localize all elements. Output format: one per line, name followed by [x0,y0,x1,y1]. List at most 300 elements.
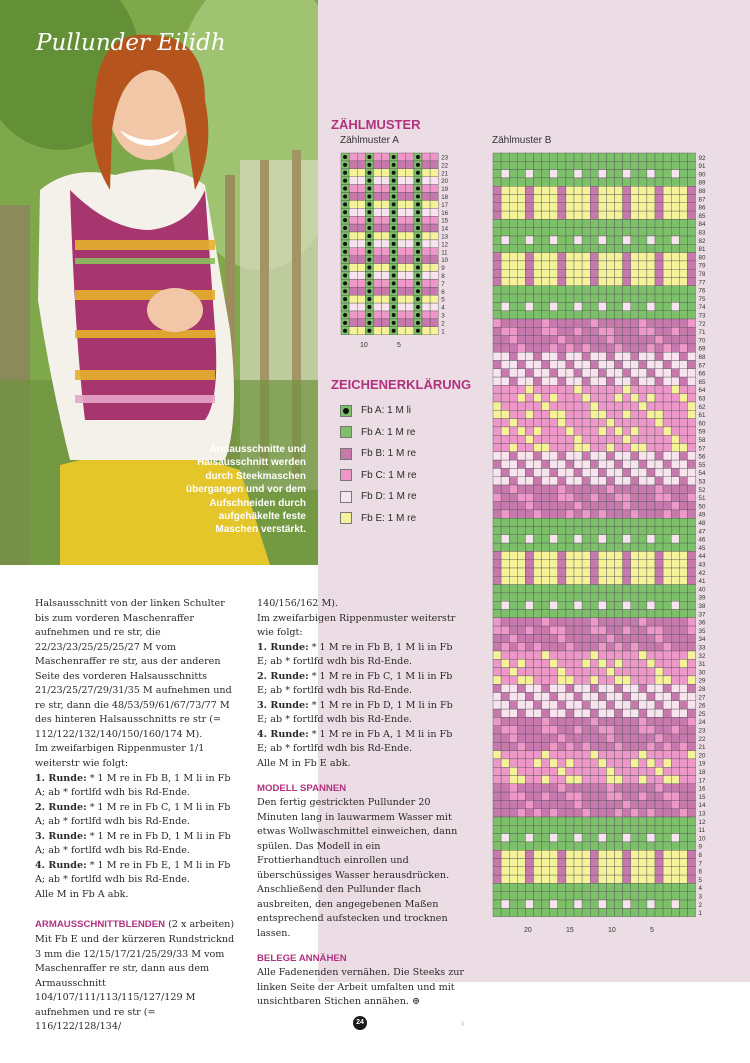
knit-cell [398,240,406,248]
stitch-cell [615,618,623,626]
stitch-cell [493,776,501,784]
stitch-cell [534,195,542,203]
stitch-cell [671,402,679,410]
stitch-cell [679,244,687,252]
stitch-cell [598,709,606,717]
stitch-cell [525,809,533,817]
stitch-cell [542,900,550,908]
stitch-cell [574,502,582,510]
stitch-cell [509,435,517,443]
stitch-cell [509,676,517,684]
stitch-cell [647,344,655,352]
stitch-cell [517,800,525,808]
stitch-cell [623,850,631,858]
knit-cell [406,200,414,208]
stitch-cell [615,693,623,701]
stitch-cell [517,693,525,701]
stitch-cell [493,161,501,169]
purl-dot [367,226,371,230]
stitch-cell [663,493,671,501]
stitch-cell [501,560,509,568]
stitch-cell [639,585,647,593]
stitch-cell [671,734,679,742]
stitch-cell [493,336,501,344]
purl-dot [367,281,371,285]
stitch-cell [493,410,501,418]
stitch-cell [671,352,679,360]
stitch-cell [639,319,647,327]
stitch-cell [574,883,582,891]
row-number: 73 [698,312,706,320]
knit-cell [373,161,381,169]
knit-cell [373,264,381,272]
stitch-cell [534,634,542,642]
stitch-cell [534,709,542,717]
stitch-cell [631,784,639,792]
stitch-cell [639,294,647,302]
stitch-cell [590,659,598,667]
stitch-cell [542,269,550,277]
stitch-cell [655,327,663,335]
row-number: 60 [698,420,706,428]
stitch-cell [542,502,550,510]
stitch-cell [679,460,687,468]
stitch-cell [574,643,582,651]
stitch-cell [534,327,542,335]
stitch-cell [493,784,501,792]
stitch-cell [501,394,509,402]
stitch-cell [566,560,574,568]
stitch-cell [639,278,647,286]
stitch-cell [606,825,614,833]
knit-cell [382,295,390,303]
stitch-cell [525,693,533,701]
stitch-cell [671,460,679,468]
stitch-cell [639,684,647,692]
stitch-cell [525,302,533,310]
stitch-cell [679,394,687,402]
stitch-cell [542,535,550,543]
stitch-cell [687,676,695,684]
stitch-cell [501,568,509,576]
legend-swatch [340,512,352,524]
stitch-cell [623,286,631,294]
stitch-cell [655,493,663,501]
stitch-cell [534,410,542,418]
stitch-cell [509,311,517,319]
stitch-cell [663,900,671,908]
stitch-cell [647,593,655,601]
page-title: Pullunder Eilidh [36,30,226,56]
stitch-cell [639,767,647,775]
stitch-cell [639,776,647,784]
stitch-cell [623,709,631,717]
stitch-cell [687,319,695,327]
row-number: 85 [698,212,706,220]
stitch-cell [517,842,525,850]
stitch-cell [509,170,517,178]
stitch-cell [598,560,606,568]
stitch-cell [655,701,663,709]
stitch-cell [566,859,574,867]
stitch-cell [639,701,647,709]
stitch-cell [550,319,558,327]
stitch-cell [525,253,533,261]
stitch-cell [615,825,623,833]
stitch-cell [647,369,655,377]
stitch-cell [509,153,517,161]
row-number: 49 [698,511,706,519]
knit-cell [406,216,414,224]
knit-cell [422,311,430,319]
stitch-cell [679,178,687,186]
stitch-cell [550,377,558,385]
purl-dot [343,297,347,301]
stitch-cell [493,634,501,642]
stitch-cell [509,319,517,327]
stitch-cell [639,336,647,344]
row-number: 19 [441,186,449,194]
stitch-cell [639,867,647,875]
stitch-cell [639,195,647,203]
row-number: 22 [698,735,706,743]
paragraph: Den fertig gestrickten Pullunder 20 Minuten lang in lauwarmem Wasser mit etwas Wollwaschmittel einweichen, dann spülen. Das Modell in ein Frottierhandtuch einrollen und überschüssiges Wasser herausdrücken. Anschließend den Pullunder flach ausbreiten, den angegebenen Maßen entsprechend aufstecken und trocknen lassen. [257,797,458,940]
stitch-cell [534,493,542,501]
stitch-cell [687,883,695,891]
stitch-cell [687,361,695,369]
stitch-cell [558,709,566,717]
knit-cell [357,311,365,319]
chart-a-grid [338,150,453,350]
stitch-cell [501,460,509,468]
stitch-cell [655,842,663,850]
stitch-cell [623,319,631,327]
stitch-cell [509,535,517,543]
stitch-cell [623,668,631,676]
stitch-cell [615,643,623,651]
knit-cell [373,303,381,311]
stitch-cell [671,302,679,310]
stitch-cell [501,203,509,211]
stitch-cell [558,551,566,559]
stitch-cell [517,452,525,460]
stitch-cell [655,717,663,725]
stitch-cell [525,626,533,634]
stitch-cell [598,186,606,194]
stitch-cell [534,543,542,551]
stitch-cell [550,444,558,452]
stitch-cell [598,311,606,319]
stitch-cell [615,178,623,186]
stitch-cell [631,269,639,277]
stitch-cell [501,452,509,460]
stitch-cell [501,883,509,891]
stitch-cell [590,717,598,725]
stitch-cell [509,352,517,360]
stitch-cell [493,261,501,269]
stitch-cell [679,170,687,178]
knit-cell [357,185,365,193]
stitch-cell [525,419,533,427]
stitch-cell [687,659,695,667]
stitch-cell [687,444,695,452]
stitch-cell [655,908,663,916]
stitch-cell [574,402,582,410]
row-number: 23 [441,154,449,162]
stitch-cell [542,319,550,327]
stitch-cell [509,900,517,908]
stitch-cell [647,286,655,294]
stitch-cell [671,825,679,833]
stitch-cell [558,576,566,584]
stitch-cell [550,684,558,692]
stitch-cell [647,784,655,792]
stitch-cell [590,593,598,601]
stitch-cell [590,452,598,460]
stitch-cell [574,228,582,236]
stitch-cell [582,867,590,875]
knit-cell [422,248,430,256]
stitch-cell [598,717,606,725]
stitch-cell [671,394,679,402]
stitch-cell [639,269,647,277]
stitch-cell [525,219,533,227]
stitch-cell [663,726,671,734]
stitch-cell [639,261,647,269]
stitch-cell [590,543,598,551]
stitch-cell [525,410,533,418]
stitch-cell [566,850,574,858]
stitch-cell [517,610,525,618]
stitch-cell [501,634,509,642]
stitch-cell [493,228,501,236]
stitch-cell [687,576,695,584]
stitch-cell [623,759,631,767]
stitch-cell [517,186,525,194]
stitch-cell [566,502,574,510]
stitch-cell [623,568,631,576]
stitch-cell [582,261,590,269]
stitch-cell [525,726,533,734]
stitch-cell [671,817,679,825]
stitch-cell [517,892,525,900]
knit-cell [422,272,430,280]
stitch-cell [534,776,542,784]
stitch-cell [590,161,598,169]
stitch-cell [639,543,647,551]
stitch-cell [639,693,647,701]
stitch-cell [566,361,574,369]
stitch-cell [590,186,598,194]
stitch-cell [606,676,614,684]
stitch-cell [501,518,509,526]
stitch-cell [606,302,614,310]
stitch-cell [606,377,614,385]
stitch-cell [582,610,590,618]
stitch-cell [590,253,598,261]
stitch-cell [582,742,590,750]
knit-cell [349,295,357,303]
stitch-cell [590,792,598,800]
stitch-cell [590,361,598,369]
stitch-cell [574,892,582,900]
row-number: 17 [441,201,449,209]
stitch-cell [647,361,655,369]
stitch-cell [534,311,542,319]
row-number: 32 [698,652,706,660]
stitch-cell [663,875,671,883]
stitch-cell [509,385,517,393]
stitch-cell [679,203,687,211]
knit-cell [430,256,438,264]
stitch-cell [501,842,509,850]
stitch-cell [582,327,590,335]
stitch-cell [639,518,647,526]
stitch-cell [615,634,623,642]
stitch-cell [647,311,655,319]
stitch-cell [623,369,631,377]
purl-dot [343,258,347,262]
stitch-cell [679,784,687,792]
stitch-cell [493,203,501,211]
stitch-cell [517,385,525,393]
knit-cell [349,216,357,224]
stitch-cell [671,510,679,518]
stitch-cell [550,452,558,460]
knit-cell [382,264,390,272]
stitch-cell [525,900,533,908]
stitch-cell [631,693,639,701]
stitch-cell [542,693,550,701]
stitch-cell [663,759,671,767]
stitch-cell [679,800,687,808]
knit-cell [406,240,414,248]
stitch-cell [566,601,574,609]
row-number: 89 [698,179,706,187]
stitch-cell [598,751,606,759]
stitch-cell [606,618,614,626]
knit-cell [373,287,381,295]
stitch-cell [493,626,501,634]
stitch-cell [525,817,533,825]
stitch-cell [574,510,582,518]
stitch-cell [598,684,606,692]
stitch-cell [590,834,598,842]
stitch-cell [590,195,598,203]
legend-item [340,508,417,530]
stitch-cell [509,327,517,335]
stitch-cell [542,759,550,767]
stitch-cell [663,717,671,725]
stitch-cell [639,626,647,634]
stitch-cell [525,468,533,476]
stitch-cell [493,883,501,891]
stitch-cell [534,817,542,825]
stitch-cell [679,883,687,891]
stitch-cell [671,726,679,734]
stitch-cell [501,410,509,418]
stitch-cell [631,867,639,875]
stitch-cell [615,809,623,817]
stitch-cell [501,419,509,427]
stitch-cell [501,535,509,543]
stitch-cell [671,269,679,277]
stitch-cell [606,493,614,501]
row-number: 25 [698,710,706,718]
stitch-cell [606,294,614,302]
stitch-cell [639,792,647,800]
stitch-cell [566,352,574,360]
stitch-cell [558,751,566,759]
stitch-cell [550,651,558,659]
stitch-cell [534,684,542,692]
stitch-cell [598,817,606,825]
stitch-cell [623,859,631,867]
stitch-cell [639,485,647,493]
stitch-cell [679,684,687,692]
stitch-cell [509,875,517,883]
stitch-cell [647,236,655,244]
stitch-cell [598,435,606,443]
stitch-cell [687,543,695,551]
stitch-cell [631,626,639,634]
stitch-cell [631,460,639,468]
purl-dot [367,321,371,325]
stitch-cell [598,701,606,709]
stitch-cell [574,427,582,435]
stitch-cell [566,236,574,244]
purl-dot [416,258,420,262]
stitch-cell [663,269,671,277]
stitch-cell [558,419,566,427]
purl-dot [392,289,396,293]
knit-cell [382,327,390,335]
stitch-cell [509,261,517,269]
stitch-cell [550,261,558,269]
stitch-cell [534,435,542,443]
stitch-cell [606,659,614,667]
stitch-cell [574,219,582,227]
stitch-cell [663,410,671,418]
stitch-cell [501,344,509,352]
stitch-cell [647,742,655,750]
stitch-cell [679,319,687,327]
stitch-cell [631,543,639,551]
stitch-cell [655,344,663,352]
purl-dot [392,234,396,238]
stitch-cell [525,535,533,543]
stitch-cell [663,585,671,593]
stitch-cell [550,560,558,568]
stitch-cell [493,435,501,443]
stitch-cell [647,551,655,559]
stitch-cell [655,377,663,385]
purl-dot [392,313,396,317]
stitch-cell [655,759,663,767]
stitch-cell [558,170,566,178]
knit-cell [398,177,406,185]
round-instruction: 3. Runde: * 1 M re in Fb D, 1 M li in Fb E; ab * fortlfd wdh bis Rd-Ende. [257,699,453,726]
legend-label: Fb D: 1 M re [361,491,417,503]
stitch-cell [590,751,598,759]
stitch-cell [501,153,509,161]
knit-cell [373,311,381,319]
stitch-cell [542,410,550,418]
stitch-cell [671,477,679,485]
stitch-cell [687,394,695,402]
row-number: 29 [698,677,706,685]
stitch-cell [517,875,525,883]
